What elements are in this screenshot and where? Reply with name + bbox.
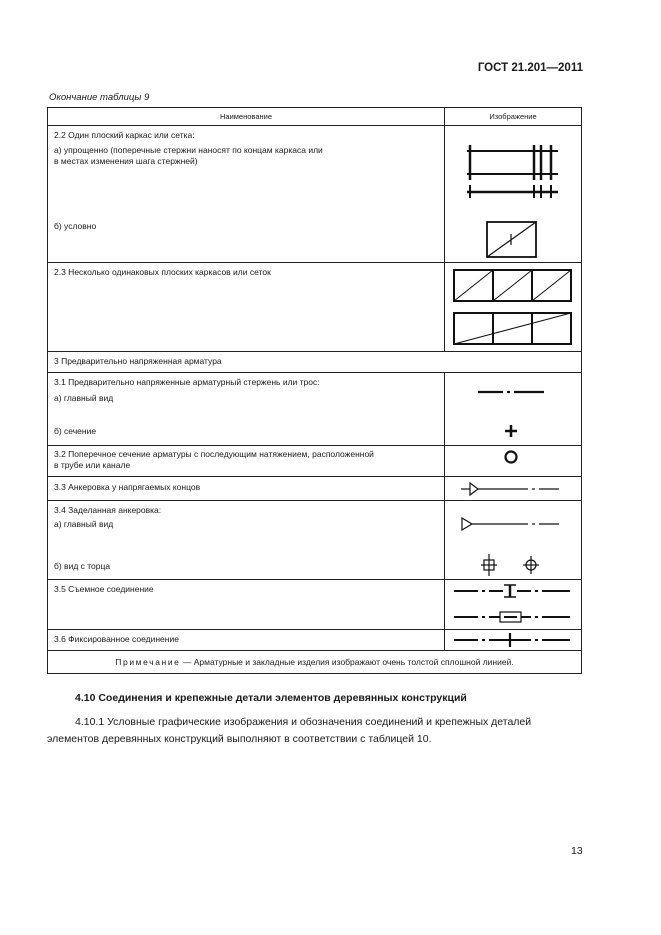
note-label: Примечание — [115, 657, 181, 667]
column-header-name: Наименование — [48, 108, 445, 126]
table-row-3-2 — [48, 446, 582, 477]
multiple-mesh-graphic — [445, 263, 583, 351]
row-text: б) вид с торца — [54, 561, 111, 571]
name-cell — [48, 446, 445, 477]
row-text: б) условно — [54, 221, 97, 231]
image-cell — [445, 263, 582, 352]
table-row-3-5 — [48, 580, 582, 630]
row-title: 2.2 Один плоский каркас или сетка: — [54, 130, 195, 140]
table-row-3-4 — [48, 501, 582, 580]
table-header-row — [48, 108, 582, 126]
detachable-joint-graphic — [445, 580, 583, 629]
image-cell — [445, 501, 582, 580]
end-anchorage-graphic — [445, 477, 583, 500]
section-heading: 4.10 Соединения и крепежные детали элементов деревянных конструкций — [75, 692, 467, 704]
image-cell — [445, 630, 582, 651]
image-cell — [445, 446, 582, 477]
document-code: ГОСТ 21.201—2011 — [477, 62, 583, 74]
row-text: б) сечение — [54, 426, 97, 436]
row-title: 2.3 Несколько одинаковых плоских каркасов или сеток — [54, 267, 271, 277]
row-title: 3 Предварительно напряженная арматура — [54, 356, 222, 366]
name-cell — [48, 630, 445, 651]
prestressed-bar-graphic — [445, 373, 583, 445]
fixed-joint-graphic — [445, 630, 583, 650]
note-cell — [48, 651, 582, 674]
row-title: 3.5 Съемное соединение — [54, 584, 154, 594]
row-text: а) главный вид — [54, 519, 114, 529]
table-row-2-2 — [48, 126, 582, 263]
image-cell — [445, 477, 582, 501]
column-header-image: Изображение — [445, 108, 582, 126]
image-cell — [445, 126, 582, 263]
name-cell — [48, 501, 445, 580]
table-row-3-1 — [48, 373, 582, 446]
page-number: 13 — [571, 845, 583, 857]
tube-section-graphic — [445, 446, 583, 476]
image-cell — [445, 373, 582, 446]
table-caption: Окончание таблицы 9 — [49, 92, 150, 103]
row-title: 3.1 Предварительно напряженные арматурный стержень или трос: — [54, 377, 320, 387]
symbols-table — [47, 107, 582, 674]
table-row-3-3 — [48, 477, 582, 501]
mesh-symbols-graphic — [445, 126, 583, 262]
table-row-3-6 — [48, 630, 582, 651]
name-cell — [48, 263, 445, 352]
embedded-anchorage-graphic — [445, 501, 583, 579]
note-text: — Арматурные и закладные изделия изображают очень толстой сплошной линией. — [180, 657, 514, 667]
row-title: 3.3 Анкеровка у напрягаемых концов — [54, 482, 201, 492]
name-cell — [48, 373, 445, 446]
row-text: а) главный вид — [54, 393, 114, 403]
table-note-row — [48, 651, 582, 674]
table-row-2-3 — [48, 263, 582, 352]
row-text: в местах изменения шага стержней) — [54, 156, 198, 166]
section-cell — [48, 352, 582, 373]
row-text: 3.2 Поперечное сечение арматуры с последующим натяжением, расположенной — [54, 449, 374, 459]
name-cell — [48, 477, 445, 501]
image-cell — [445, 580, 582, 630]
name-cell — [48, 126, 445, 263]
row-title: 3.6 Фиксированное соединение — [54, 634, 179, 644]
row-text: в трубе или канале — [54, 460, 131, 470]
row-title: 3.4 Заделанная анкеровка: — [54, 505, 162, 515]
table-row-3 — [48, 352, 582, 373]
name-cell — [48, 580, 445, 630]
body-paragraph: 4.10.1 Условные графические изображения и обозначения соединений и крепежных деталей элементов деревянных конструкций выполняют в соответствии с таблицей 10. — [47, 716, 532, 745]
row-text: а) упрощенно (поперечные стержни наносят по концам каркаса или — [54, 145, 323, 155]
